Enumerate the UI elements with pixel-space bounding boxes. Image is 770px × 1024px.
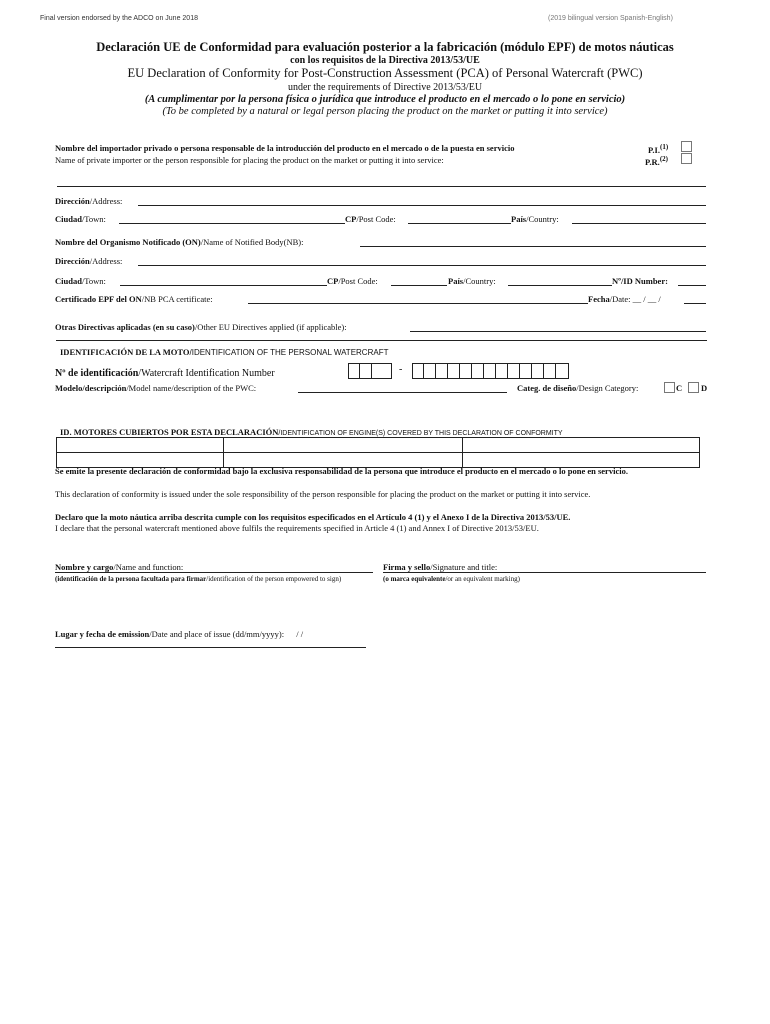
date-year-field[interactable] (684, 303, 706, 304)
category-d-checkbox[interactable] (688, 382, 699, 393)
other-directives-field[interactable] (410, 331, 706, 332)
header-right: (2019 bilingual version Spanish-English) (548, 15, 673, 22)
engine-cell[interactable] (463, 438, 700, 453)
win-prefix-cells[interactable] (348, 363, 392, 379)
id-number-field[interactable] (678, 285, 706, 286)
note-es: (A cumplimentar por la persona física o jurídica que introduce el producto en el mercado o lo pone en servicio) (144, 94, 626, 105)
pi-checkbox[interactable] (681, 141, 692, 152)
importer-label-es: Nombre del importador privado o persona responsable de la introducción del producto en el mercado o de la puesta en servicio (55, 143, 515, 153)
postcode-label: CP/Post Code: (345, 214, 396, 224)
postcode-field[interactable] (408, 223, 511, 224)
certificate-field[interactable] (248, 303, 588, 304)
declaration-p1-es: Se emite la presente declaración de conformidad bajo la exclusiva responsabilidad de la persona que introduce el producto en el mercado o lo pone en servicio. (55, 466, 628, 476)
subtitle-es: con los requisitos de la Directiva 2013/53/UE (290, 55, 480, 66)
name-function-field[interactable] (55, 572, 373, 573)
engines-table (56, 437, 700, 468)
nb-city-label: Ciudad/Town: (55, 276, 106, 286)
subtitle-en: under the requirements of Directive 2013/53/EU (287, 82, 483, 93)
city-field[interactable] (119, 223, 345, 224)
nb-postcode-field[interactable] (391, 285, 447, 286)
pwc-heading: IDENTIFICACIÓN DE LA MOTO/IDENTIFICATION OF THE PERSONAL WATERCRAFT (60, 347, 389, 357)
model-field[interactable] (298, 392, 507, 393)
design-category-label: Categ. de diseño/Design Category: (517, 383, 639, 393)
name-function-note: (identificación de la persona facultada para firmar/identification of the person empowered to sign) (55, 575, 342, 583)
date-label: Fecha/Date: __ / __ / (588, 294, 661, 304)
model-label: Modelo/descripción/Model name/description of the PWC: (55, 383, 257, 393)
category-c-label: C (676, 383, 683, 393)
header-left: Final version endorsed by the ADCO on June 2018 (40, 15, 198, 22)
importer-name-line[interactable] (57, 186, 706, 187)
nb-name-label: Nombre del Organismo Notificado (ON)/Name of Notified Body(NB): (55, 237, 304, 247)
note-en: (To be completed by a natural or legal person placing the product on the market or putting it into service) (162, 106, 608, 117)
pr-checkbox[interactable] (681, 153, 692, 164)
pr-label: P.R.$^{(2)}$ (645, 155, 668, 167)
other-directives-label: Otras Directivas aplicadas (en su caso)/Other EU Directives applied (if applicable): (55, 322, 347, 332)
place-date-label: Lugar y fecha de emission/Date and place of issue (dd/mm/yyyy): / / (55, 629, 304, 639)
nb-address-field[interactable] (138, 265, 706, 266)
divider-line (56, 340, 707, 341)
place-date-field[interactable] (55, 647, 366, 648)
declaration-p2-en: I declare that the personal watercraft mentioned above fulfils the requirements specified in Article 4 (1) and Annex I of Directive 2013/53/EU. (55, 523, 539, 533)
nb-address-label: Dirección/Address: (55, 256, 123, 266)
category-d-label: D (701, 383, 708, 393)
nb-postcode-label: CP/Post Code: (327, 276, 378, 286)
address-label: Dirección/Address: (55, 196, 123, 206)
signature-label: Firma y sello/Signature and title: (383, 562, 498, 572)
city-label: Ciudad/Town: (55, 214, 106, 224)
pi-label: P.I.$^{(1)}$ (648, 143, 669, 155)
win-dash: - (399, 364, 403, 375)
engine-cell[interactable] (57, 438, 224, 453)
certificate-label: Certificado EPF del ON/NB PCA certificate: (55, 294, 213, 304)
engine-cell[interactable] (224, 438, 463, 453)
engines-heading: ID. MOTORES CUBIERTOS POR ESTA DECLARACIÓN/IDENTIFICATION OF ENGINE(S) COVERED BY THIS DECLARATION OF CONFORMITY (60, 427, 563, 437)
country-field[interactable] (572, 223, 706, 224)
nb-name-field[interactable] (360, 246, 706, 247)
declaration-p1-en: This declaration of conformity is issued under the sole responsibility of the person responsible for placing the product on the market or putting it into service. (55, 489, 591, 499)
win-label: Nº de identificación/Watercraft Identification Number (55, 368, 275, 379)
nb-city-field[interactable] (120, 285, 327, 286)
name-function-label: Nombre y cargo/Name and function: (55, 562, 184, 572)
category-c-checkbox[interactable] (664, 382, 675, 393)
declaration-p2-es: Declaro que la moto náutica arriba descrita cumple con los requisitos especificados en el Artículo 4 (1) y el Anexo I de la Directiva 2013/53/UE. (55, 512, 571, 522)
id-number-label: Nº/ID Number: (612, 276, 668, 286)
title-en: EU Declaration of Conformity for Post-Construction Assessment (PCA) of Personal Watercraft (PWC) (127, 66, 643, 80)
signature-field[interactable] (383, 572, 706, 573)
nb-country-label: País/Country: (448, 276, 496, 286)
importer-label-en: Name of private importer or the person responsible for placing the product on the market or putting it into service: (55, 155, 444, 165)
country-label: País/Country: (511, 214, 559, 224)
title-es: Declaración UE de Conformidad para evaluación posterior a la fabricación (módulo EPF) de motos náuticas (96, 40, 674, 54)
address-field[interactable] (138, 205, 706, 206)
signature-note: (o marca equivalente/or an equivalent marking) (383, 575, 520, 583)
win-number-cells[interactable] (412, 363, 569, 379)
nb-country-field[interactable] (508, 285, 612, 286)
